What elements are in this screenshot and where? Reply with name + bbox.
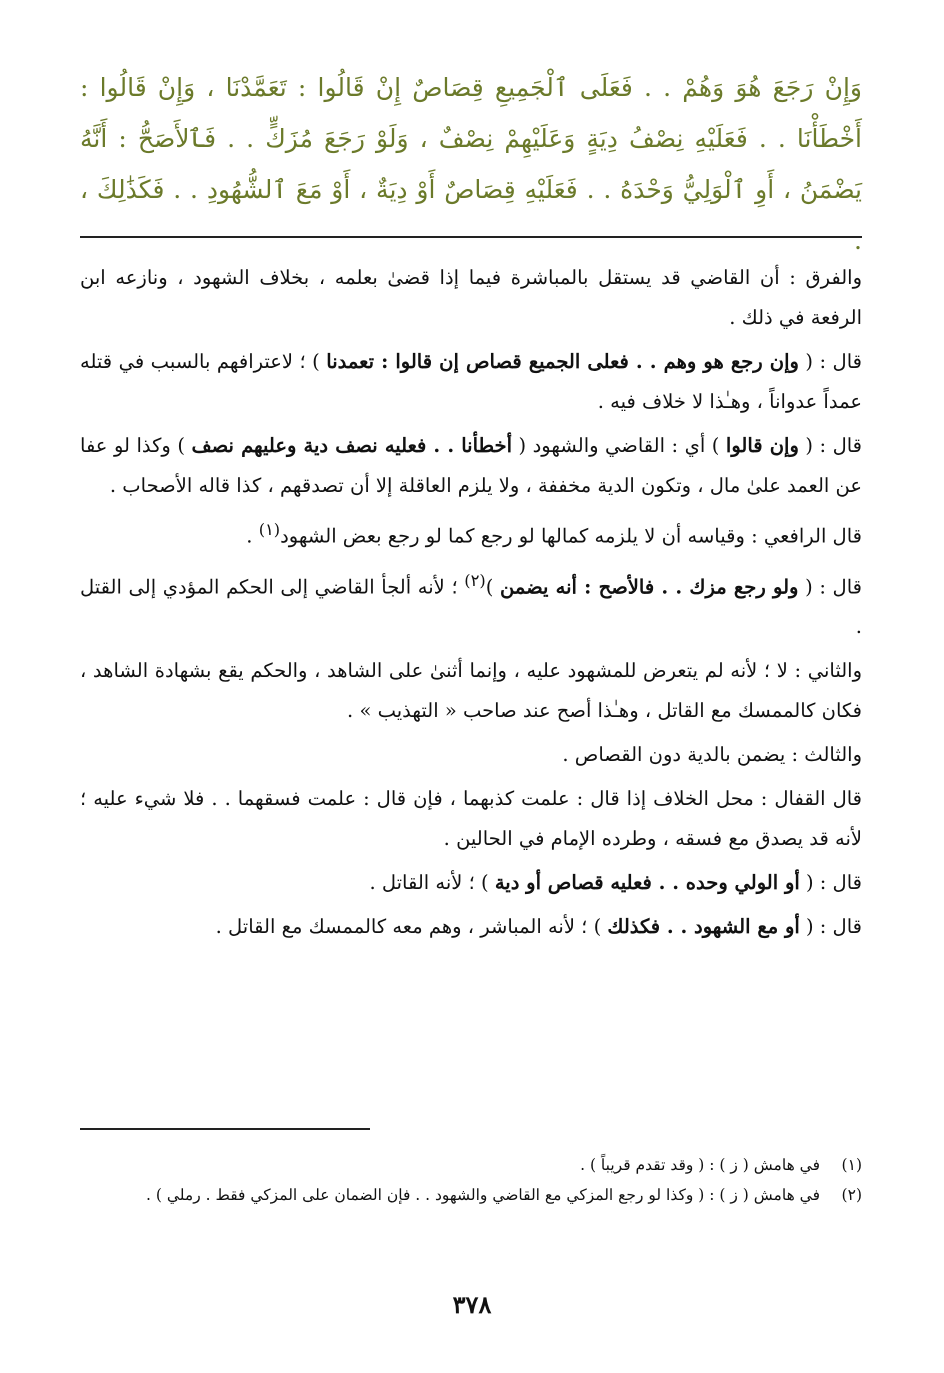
page-number: ٣٧٨ xyxy=(452,1290,492,1319)
paragraph-muzakki: قال : ( ولو رجع مزك . . فالأصح : أنه يضمن )$^{(٢)}$ ؛ لأنه ألجأ القاضي إلى الحكم المؤدي إلى القتل . xyxy=(80,570,862,638)
paragraph-wali-with-witnesses: قال : ( أو مع الشهود . . فكذلك ) ؛ لأنه المباشر ، وهم معه كالممسك مع القاتل . xyxy=(215,915,862,938)
quoted-matn: أخطأنا . . فعليه نصف دية وعليهم نصف xyxy=(191,434,512,457)
paragraph-difference: والفرق : أن القاضي قد يستقل بالمباشرة فيما إذا قضىٰ بعلمه ، بخلاف الشهود ، ونازعه ابن الرفعة في ذلك . xyxy=(80,266,862,329)
paragraph-second-view: والثاني : لا ؛ لأنه لم يتعرض للمشهود عليه ، وإنما أثنىٰ على الشاهد ، والحكم يقع بشهادة الشاهد ، فكان كالممسك مع القاتل ، وهـٰذا أصح عند صاحب « التهذيب » . xyxy=(80,659,862,722)
paragraph-wali-alone: قال : ( أو الولي وحده . . فعليه قصاص أو دية ) ؛ لأنه القاتل . xyxy=(369,871,862,894)
paragraph-qaffal: قال القفال : محل الخلاف إذا قال : علمت كذبهما ، فإن قال : علمت فسقهما . . فلا شيء عليه ؛ لأنه قد يصدق مع فسقه ، وطرده الإمام في الحالين . xyxy=(80,787,862,850)
paragraph-mistake: قال : ( وإن قالوا ) أي : القاضي والشهود ( أخطأنا . . فعليه نصف دية وعليهم نصف ) وكذا لو عفا عن العمد علىٰ مال ، وتكون الدية مخففة ، ولا يلزم العاقلة إلا أن تصدقهم ، كذا قاله الأصحاب . xyxy=(80,434,863,497)
footnote-rule xyxy=(80,1128,370,1130)
separator-rule xyxy=(80,236,862,238)
quoted-matn: ولو رجع مزك . . فالأصح : أنه يضمن xyxy=(499,575,799,598)
paragraph-return-all: قال : ( وإن رجع هو وهم . . فعلى الجميع قصاص إن قالوا : تعمدنا ) ؛ لاعترافهم بالسبب في قتله عمداً عدواناً ، وهـٰذا لا خلاف فيه . xyxy=(80,350,862,413)
quoted-matn: أو مع الشهود . . فكذلك xyxy=(607,915,800,938)
footnote-text: في هامش ( ز ) : ( وقد تقدم قريباً ) . xyxy=(580,1156,820,1174)
footnote-ref-2[interactable]: (٢) xyxy=(464,570,486,590)
footnote-text: في هامش ( ز ) : ( وكذا لو رجع المزكي مع القاضي والشهود . . فإن الضمان على المزكي فقط . رملي ) . xyxy=(146,1186,820,1204)
quoted-matn: وإن قالوا xyxy=(725,434,799,457)
footnote-2 xyxy=(80,1180,862,1210)
quoted-matn: أو الولي وحده . . فعليه قصاص أو دية xyxy=(494,871,800,894)
footnotes xyxy=(80,1150,862,1210)
footnote-number: (١) xyxy=(841,1156,862,1174)
matn-text: وَإِنْ رَجَعَ هُوَ وَهُمْ . . فَعَلَى ٱلْجَمِيعِ قِصَاصٌ إِنْ قَالُوا : تَعَمَّدْنَا ، وَإِنْ قَالُوا : أَخْطَأْنَا . . فَعَلَيْهِ نِصْفُ دِيَةٍ وَعَلَيْهِمْ نِصْفٌ ، وَلَوْ رَجَعَ مُزَكٍّ . . فَٱلأَصَحُّ : أَنَّهُ يَضْمَنُ ، أَوِ ٱلْوَلِيُّ وَحْدَهُ . . فَعَلَيْهِ قِصَاصٌ أَوْ دِيَةٌ ، أَوْ مَعَ ٱلشُّهُودِ . . فَكَذَٰلِكَ ، . xyxy=(80,73,862,255)
footnote-1 xyxy=(80,1150,862,1180)
quoted-matn: وإن رجع هو وهم . . فعلى الجميع قصاص إن قالوا : تعمدنا xyxy=(326,350,799,373)
footnote-number: (٢) xyxy=(841,1186,862,1204)
paragraph-rafii: قال الرافعي : وقياسه أن لا يلزمه كمالها لو رجع كما لو رجع بعض الشهود$^{(١)}$ . xyxy=(246,520,862,548)
footnote-ref-1[interactable]: (١) xyxy=(258,520,281,539)
paragraph-third-view: والثالث : يضمن بالدية دون القصاص . xyxy=(562,743,862,766)
commentary xyxy=(80,258,862,947)
